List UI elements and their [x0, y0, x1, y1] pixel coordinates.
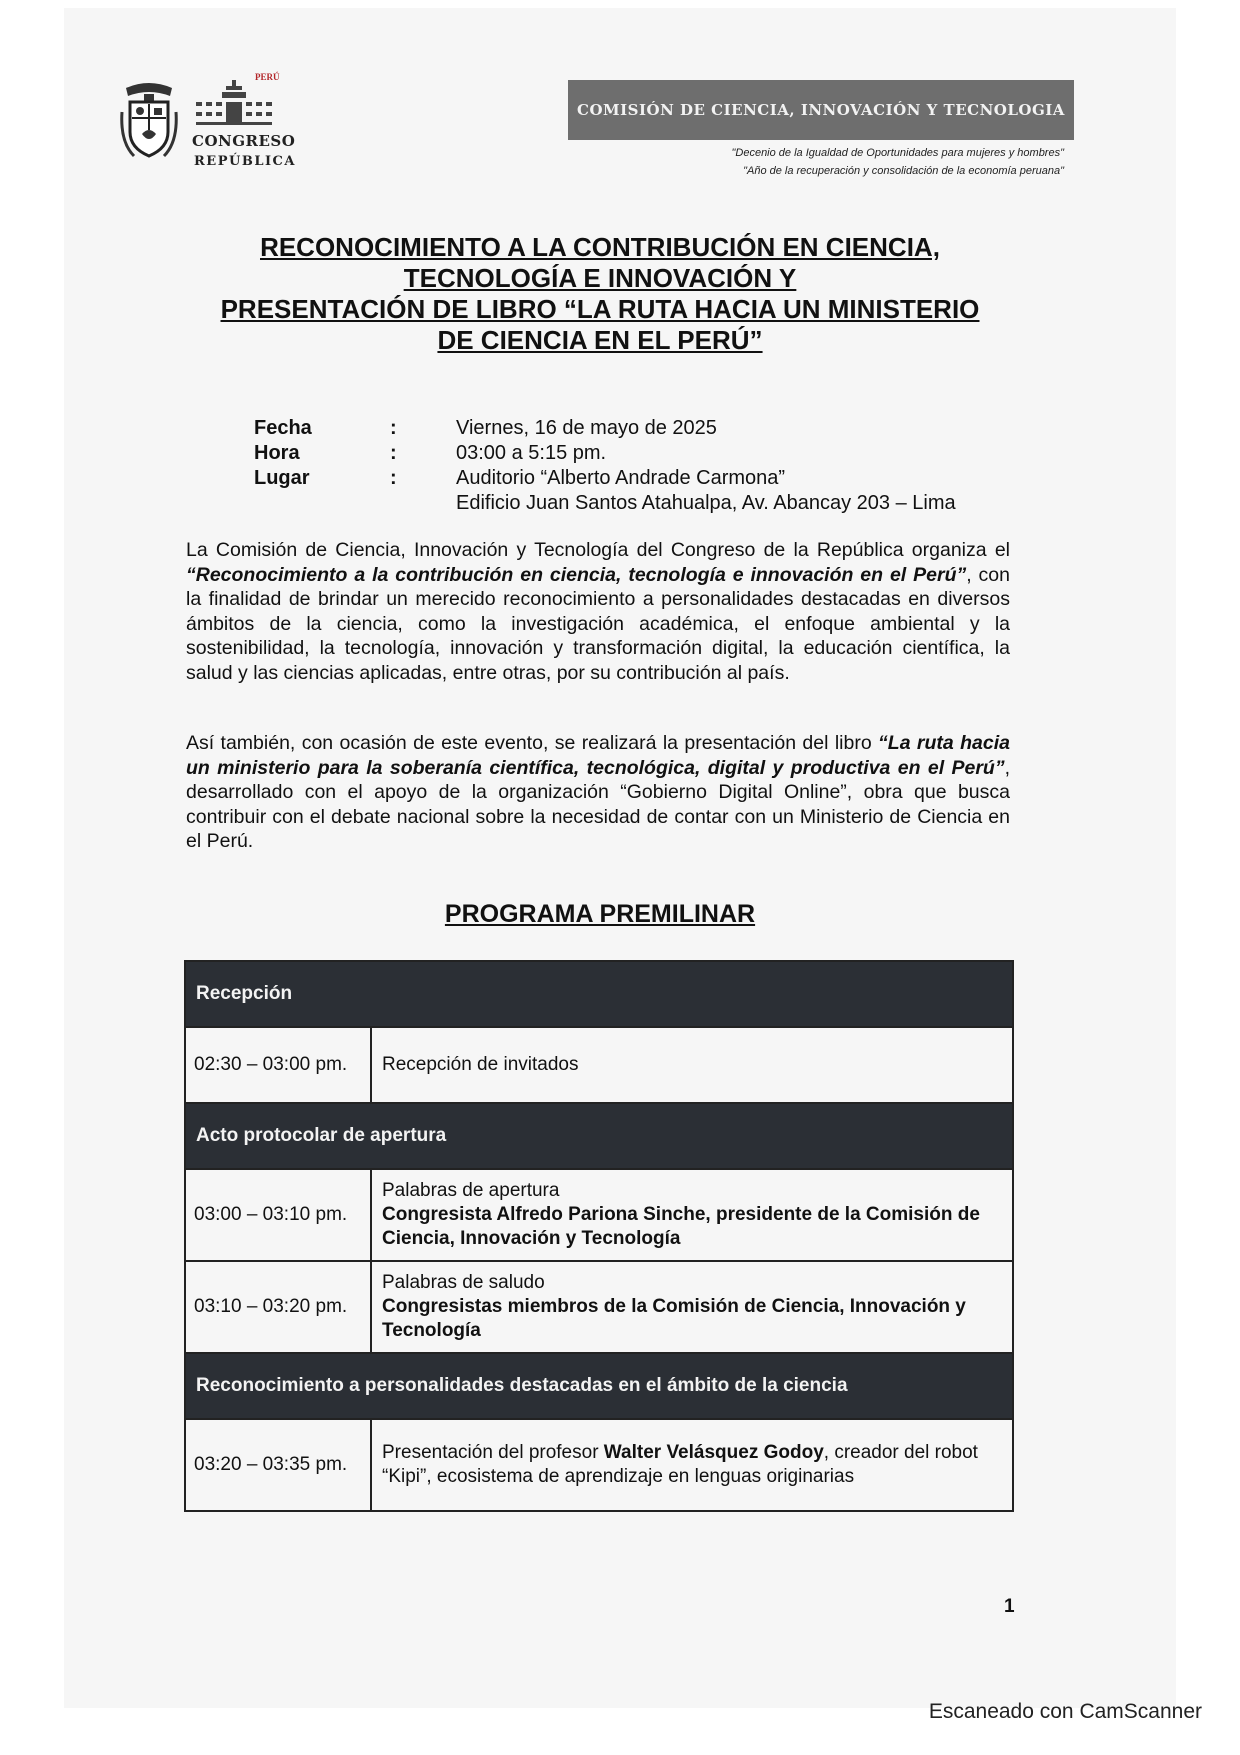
event-info	[254, 416, 1016, 516]
table-row	[185, 1261, 1013, 1353]
page-number: 1	[1004, 1596, 1015, 1617]
info-label	[254, 491, 390, 516]
peru-coat-of-arms-icon	[120, 82, 178, 162]
item-post: , creador del robot “Kipi”, ecosistema de aprendizaje en lenguas originarias	[382, 1442, 978, 1487]
document-title	[160, 232, 1040, 356]
item-time: 03:20 – 03:35 pm.	[185, 1419, 371, 1511]
congreso-logo	[192, 72, 296, 172]
program-table	[184, 960, 1014, 1512]
info-row-time	[254, 441, 1016, 466]
commission-banner: COMISIÓN DE CIENCIA, INNOVACIÓN Y TECNOLOGIA	[568, 80, 1074, 140]
info-value: 03:00 a 5:15 pm.	[456, 442, 607, 464]
info-row-address	[254, 491, 1016, 516]
congreso-name-line1: CONGRESO	[192, 132, 296, 150]
paragraph-highlight: “La ruta hacia un ministerio para la soberanía científica, tecnológica, digital y productiva en el Perú”	[186, 732, 1010, 779]
title-line-2: TECNOLOGÍA E INNOVACIÓN Y	[403, 263, 797, 293]
paragraph-rest: , desarrollado con el apoyo de la organización “Gobierno Digital Online”, obra que busca contribuir con el debate nacional sobre la necesidad de contar con un Ministerio de Ciencia en el Perú.	[186, 756, 1010, 852]
info-row-place	[254, 466, 1016, 491]
congreso-name-line2: REPÚBLICA	[194, 154, 296, 169]
section-header	[185, 1103, 1013, 1169]
section-header	[185, 961, 1013, 1027]
info-label: Fecha	[254, 417, 312, 439]
table-row	[185, 1419, 1013, 1511]
section-header	[185, 1353, 1013, 1419]
item-desc	[371, 1261, 1013, 1353]
paragraph-rest: , con la finalidad de brindar un merecido reconocimiento a personalidades destacadas en diversos ámbitos de la ciencia, como la investigación académica, el enfoque ambiental y la sostenibilidad, la tecnología, innovación y transformación digital, la educación científica, la salud y las ciencias aplicadas, entre otras, por su contribución al país.	[186, 563, 1010, 684]
decenio-lines	[464, 144, 1064, 180]
anio-text: "Año de la recuperación y consolidación de la economía peruana"	[743, 165, 1064, 177]
book-paragraph	[186, 731, 1010, 854]
item-pre: Presentación del profesor	[382, 1442, 604, 1463]
info-sep: :	[390, 467, 397, 489]
item-person: Walter Velásquez Godoy	[603, 1442, 824, 1463]
item-desc	[371, 1169, 1013, 1261]
item-intro: Palabras de saludo	[382, 1272, 545, 1293]
item-intro: Palabras de apertura	[382, 1180, 560, 1201]
info-label: Lugar	[254, 467, 310, 489]
program-title: PROGRAMA PREMILINAR	[444, 900, 756, 928]
title-line-3: PRESENTACIÓN DE LIBRO “LA RUTA HACIA UN MINISTERIO	[220, 294, 980, 324]
peru-tag: PERÚ	[255, 72, 280, 82]
section-title: Recepción	[185, 961, 1013, 1027]
info-label: Hora	[254, 442, 300, 464]
info-row-date	[254, 416, 1016, 441]
item-time: 02:30 – 03:00 pm.	[185, 1027, 371, 1103]
section-title: Acto protocolar de apertura	[185, 1103, 1013, 1169]
item-time: 03:00 – 03:10 pm.	[185, 1169, 371, 1261]
item-desc: Recepción de invitados	[371, 1027, 1013, 1103]
camscanner-footer: Escaneado con CamScanner	[928, 1700, 1202, 1723]
intro-paragraph	[186, 538, 1010, 685]
title-line-4: DE CIENCIA EN EL PERÚ”	[437, 325, 763, 355]
title-line-1: RECONOCIMIENTO A LA CONTRIBUCIÓN EN CIENCIA,	[260, 232, 940, 262]
item-speaker: Congresistas miembros de la Comisión de Ciencia, Innovación y Tecnología	[382, 1296, 966, 1341]
item-speaker: Congresista Alfredo Pariona Sinche, presidente de la Comisión de Ciencia, Innovación y Tecnología	[382, 1204, 980, 1249]
info-value: Auditorio “Alberto Andrade Carmona”	[456, 467, 786, 489]
table-row	[185, 1027, 1013, 1103]
item-desc	[371, 1419, 1013, 1511]
decenio-text: "Decenio de la Igualdad de Oportunidades para mujeres y hombres"	[731, 147, 1064, 159]
section-title: Reconocimiento a personalidades destacadas en el ámbito de la ciencia	[185, 1353, 1013, 1419]
congreso-building-icon	[192, 78, 288, 134]
info-sep: :	[390, 442, 397, 464]
table-row	[185, 1169, 1013, 1261]
paragraph-intro: Así también, con ocasión de este evento, se realizará la presentación del libro	[186, 732, 879, 754]
item-time: 03:10 – 03:20 pm.	[185, 1261, 371, 1353]
info-sep: :	[390, 417, 397, 439]
paragraph-highlight: “Reconocimiento a la contribución en ciencia, tecnología e innovación en el Perú”	[186, 563, 967, 586]
info-value: Viernes, 16 de mayo de 2025	[456, 417, 717, 439]
info-sep	[390, 491, 456, 516]
paragraph-intro: La Comisión de Ciencia, Innovación y Tecnología del Congreso de la República organiza el	[186, 539, 1010, 561]
info-value: Edificio Juan Santos Atahualpa, Av. Abancay 203 – Lima	[456, 492, 956, 514]
